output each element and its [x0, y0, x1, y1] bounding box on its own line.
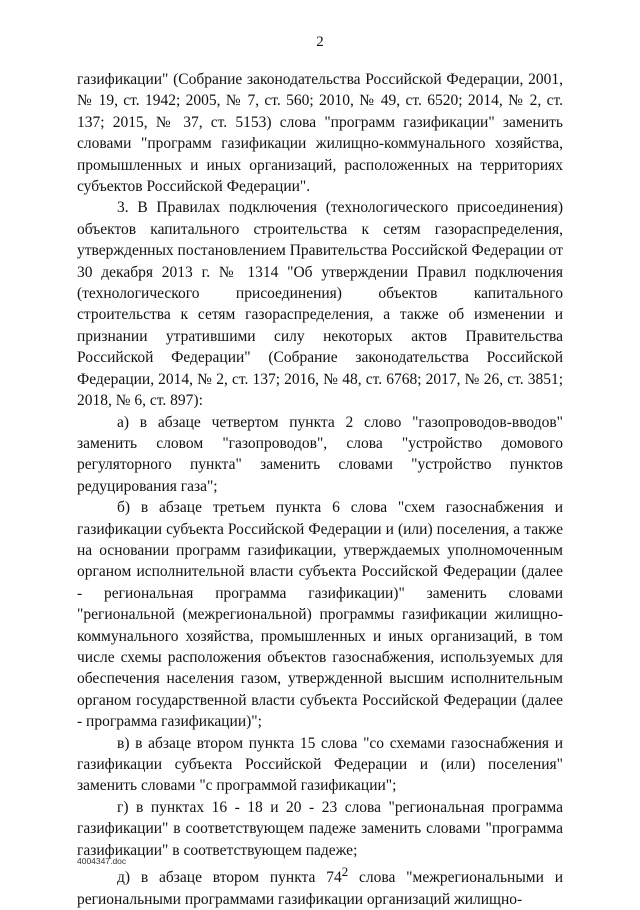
paragraph-subitem-b: б) в абзаце третьем пункта 6 слова "схем газоснабжения и газификации субъекта Российской Федерации и (или) поселения, а также на основании программ газификации, утверждаемых уполномоченным органом исполнительной власти субъекта Российской Федерации (далее - региональная программа газификации)" заменить словами "региональной (межрегиональной) программы газификации жилищно-коммунального хозяйства, промышленных и иных организаций, в том числе схемы расположения объектов газоснабжения, используемых для обеспечения населения газом, утвержденной высшим исполнительным органом государственной власти субъекта Российской Федерации (далее - программа газификации)"; — [77, 499, 563, 731]
subitem-d-text-start: д) в абзаце втором пункта 74 — [117, 869, 342, 887]
paragraph-continuation: газификации" (Собрание законодательства Российской Федерации, 2001, № 19, ст. 1942; 2005, № 7, ст. 560; 2010, № 49, ст. 6520; 2014, № 2, ст. 137; 2015, № 37, ст. 5153) слова "программ газификации" заменить словами "программ газификации жилищно-коммунального хозяйства, промышленных и иных организаций, расположенных на территориях субъектов Российской Федерации". — [77, 71, 563, 196]
subitem-d-text-end: слова "межрегиональными и региональными программами газификации организаций жилищно- — [77, 869, 563, 908]
subitem-d-superscript: 2 — [341, 864, 349, 880]
paragraph-subitem-v: в) в абзаце втором пункта 15 слова "со схемами газоснабжения и газификации субъекта Российской Федерации и (или) поселения" заменить словами "с программой газификации"; — [77, 734, 563, 795]
paragraph-subitem-g: г) в пунктах 16 - 18 и 20 - 23 слова "региональная программа газификации" в соответствующем падеже заменить словами "программа газификации" в соответствующем падеже; — [77, 798, 563, 859]
paragraph-subitem-a: а) в абзаце четвертом пункта 2 слово "газопроводов-вводов" заменить словом "газопроводов", слова "устройство домового регуляторного пункта" заменить словами "устройство пунктов редуцирования газа"; — [77, 413, 563, 495]
paragraph-subitem-d — [77, 861, 563, 910]
paragraph-item-3: 3. В Правилах подключения (технологического присоединения) объектов капитального строительства к сетям газораспределения, утвержденных постановлением Правительства Российской Федерации от 30 декабря 2013 г. № 1314 "Об утверждении Правил подключения (технологического присоединения) объектов капитального строительства к сетям газораспределения, а также об изменении и признании утратившими силу некоторых актов Правительства Российской Федерации" (Собрание законодательства Российской Федерации, 2014, № 2, ст. 137; 2016, № 48, ст. 6768; 2017, № 26, ст. 3851; 2018, № 6, ст. 897): — [77, 199, 563, 410]
footer-document-code: 4004347.doc — [77, 856, 127, 866]
page-number: 2 — [316, 34, 324, 50]
document-body — [77, 69, 563, 910]
